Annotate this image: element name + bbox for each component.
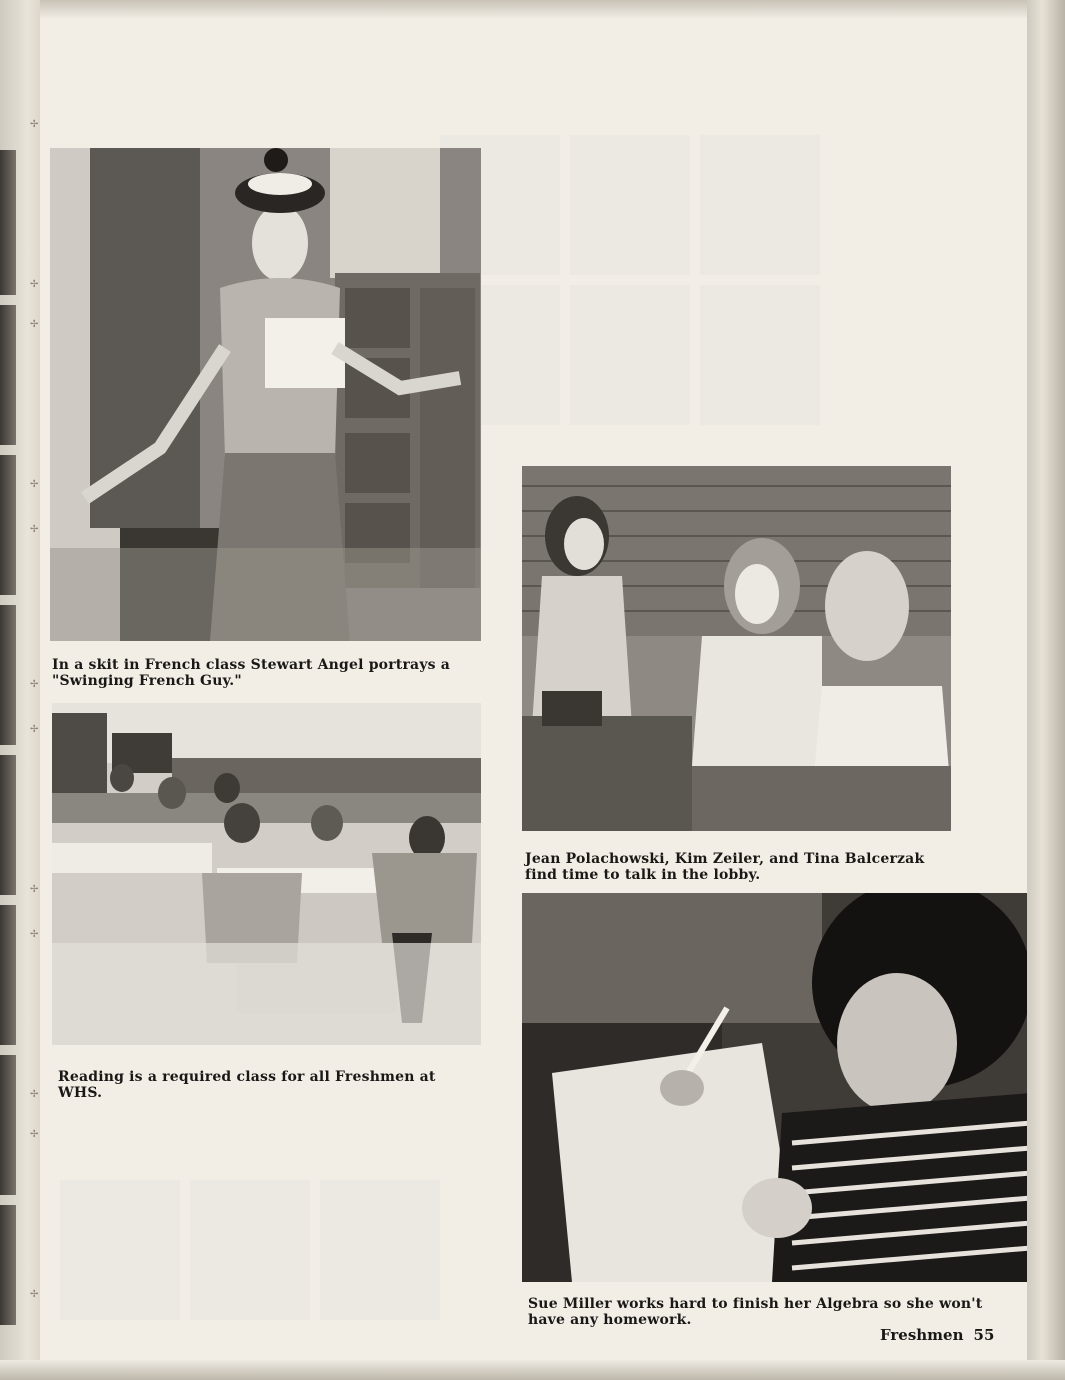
- photo-lobby-talk: [522, 466, 951, 831]
- page-right-edge: [1027, 0, 1065, 1380]
- background-tile: [190, 1180, 310, 1320]
- adjacent-page-portrait: [0, 605, 16, 745]
- binding-staple-mark: ✢: [30, 884, 39, 895]
- adjacent-page-portrait: [0, 150, 16, 295]
- page-folio: [880, 1326, 994, 1344]
- page-bottom-edge: [0, 1360, 1065, 1380]
- binding-staple-mark: ✢: [30, 1129, 39, 1140]
- binding-staple-mark: ✢: [30, 319, 39, 330]
- background-tile: [570, 285, 690, 425]
- adjacent-page-portrait: [0, 1205, 16, 1325]
- photo-french-skit: [50, 148, 481, 641]
- binding-staple-mark: ✢: [30, 679, 39, 690]
- photo-algebra: [522, 893, 1031, 1282]
- adjacent-page-portrait: [0, 455, 16, 595]
- binding-staple-mark: ✢: [30, 929, 39, 940]
- background-tile: [60, 1180, 180, 1320]
- binding-staple-mark: ✢: [30, 1089, 39, 1100]
- photo-reading-class: [52, 703, 481, 1045]
- binding-staple-mark: ✢: [30, 1289, 39, 1300]
- binding-staple-mark: ✢: [30, 479, 39, 490]
- background-tile: [320, 1180, 440, 1320]
- folio-section: Freshmen: [880, 1326, 964, 1344]
- adjacent-page-portrait: [0, 905, 16, 1045]
- background-tile: [570, 135, 690, 275]
- page-top-edge: [0, 0, 1065, 18]
- adjacent-page-portrait: [0, 1055, 16, 1195]
- background-tile: [700, 135, 820, 275]
- folio-page-number: 55: [973, 1326, 995, 1344]
- binding-staple-mark: ✢: [30, 524, 39, 535]
- adjacent-page-portrait: [0, 305, 16, 445]
- caption-reading-class: Reading is a required class for all Freshmen at WHS.: [58, 1069, 436, 1101]
- adjacent-page-portrait: [0, 755, 16, 895]
- background-tile: [700, 285, 820, 425]
- caption-algebra: Sue Miller works hard to finish her Algebra so she won't have any homework.: [528, 1296, 983, 1328]
- binding-staple-mark: ✢: [30, 724, 39, 735]
- binding-staple-mark: ✢: [30, 279, 39, 290]
- binding-staple-mark: ✢: [30, 119, 39, 130]
- caption-french-skit: In a skit in French class Stewart Angel portrays a "Swinging French Guy.": [52, 657, 451, 689]
- caption-lobby-talk: Jean Polachowski, Kim Zeiler, and Tina Balcerzak find time to talk in the lobby.: [525, 851, 925, 883]
